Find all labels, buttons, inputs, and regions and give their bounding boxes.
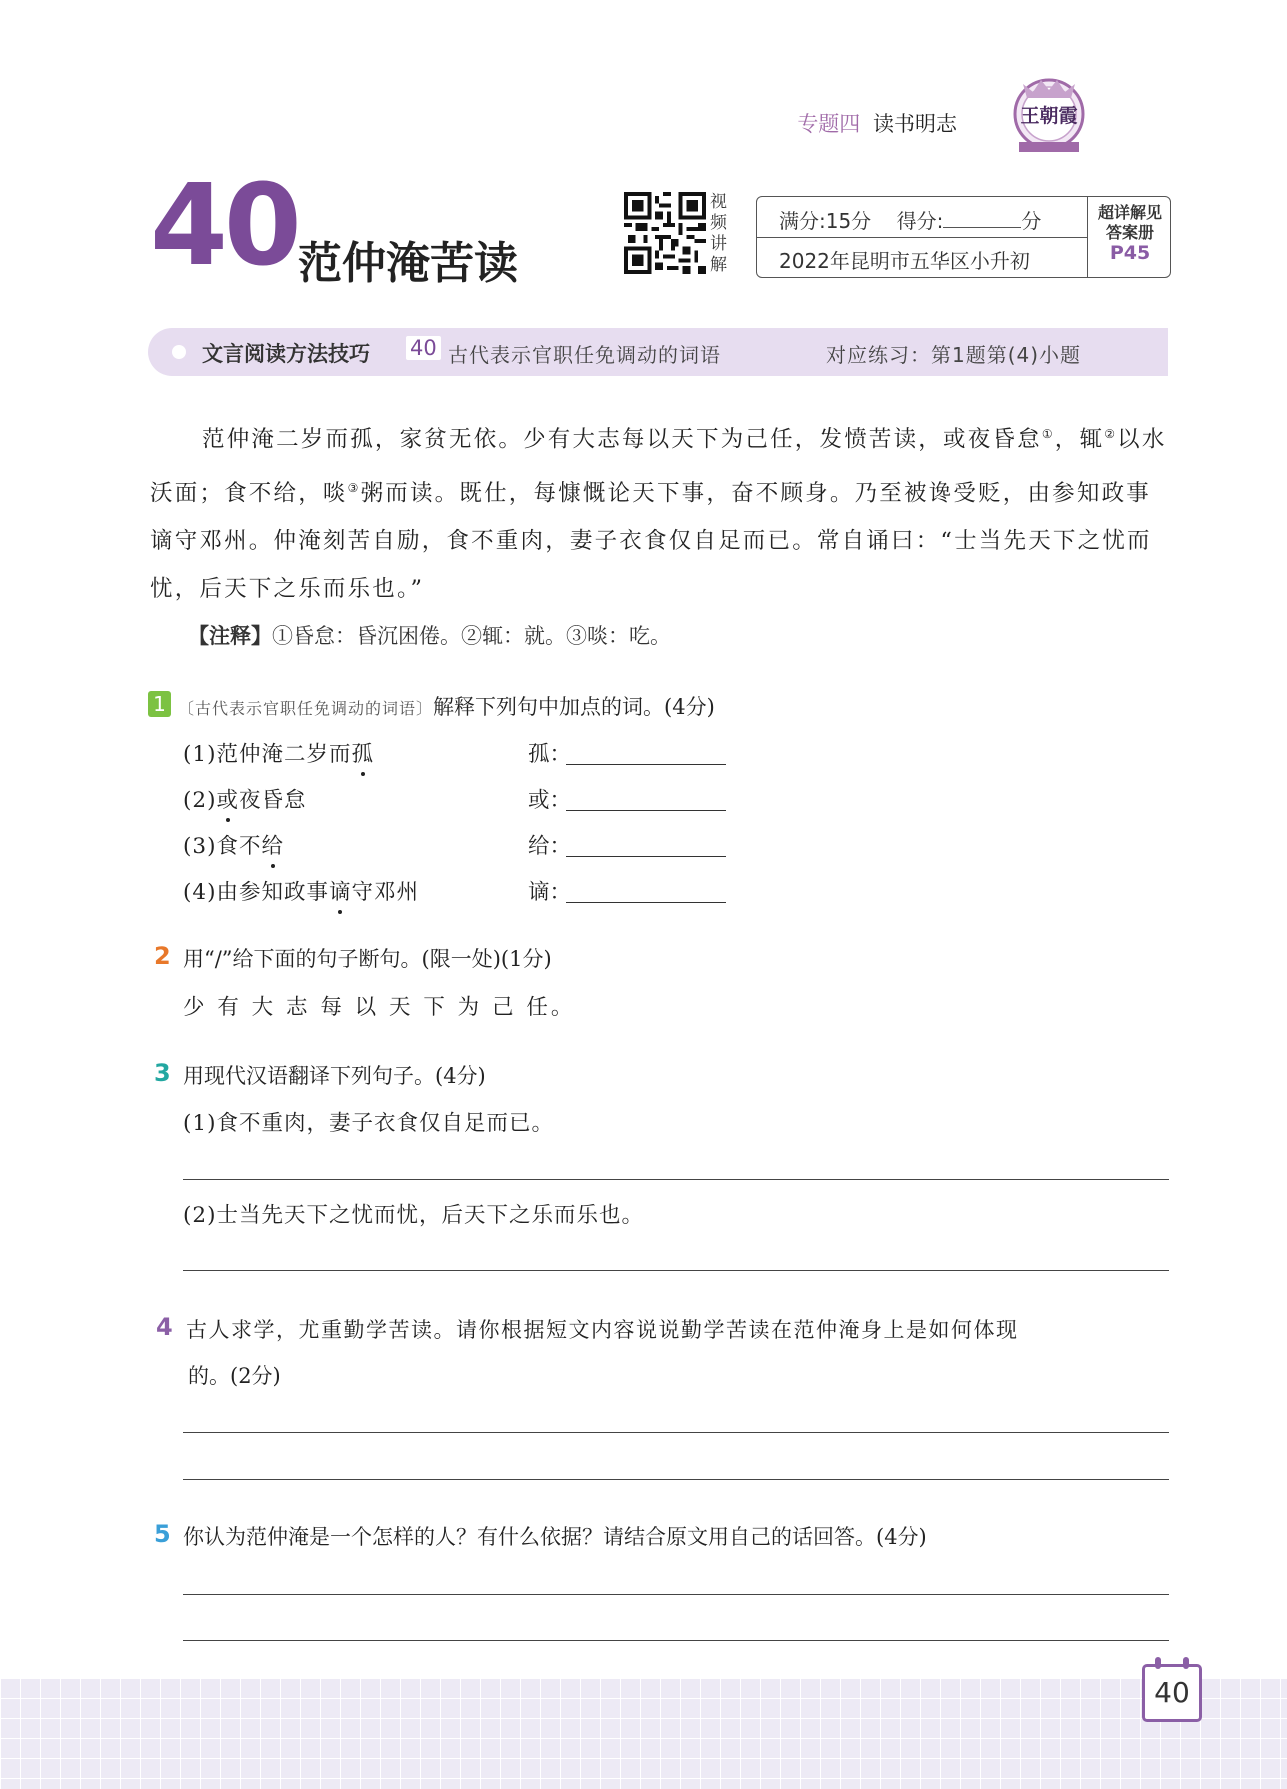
score-box [756, 196, 1171, 278]
q1-tag: 〔古代表示官职任免调动的词语〕 [178, 699, 434, 718]
method-topic: 古代表示官职任免调动的词语 [448, 343, 721, 367]
q3-sub2: (2)士当先天下之忧而忧，后天下之乐而乐也。 [183, 1203, 644, 1228]
q4-number: 4 [156, 1313, 173, 1341]
q5-answer-line-1[interactable] [183, 1594, 1169, 1595]
q1-item-1: (1)范仲淹二岁而孤 [183, 742, 374, 767]
q1-answer-1[interactable] [566, 764, 726, 765]
exam-source: 2022年昆明市五华区小升初 [779, 249, 1030, 273]
topic-header [797, 108, 957, 138]
svg-text:王朝霞: 王朝霞 [1020, 105, 1078, 127]
q2-text: 用“/”给下面的句子断句。(限一处)(1分) [183, 947, 552, 971]
answer-ref [1092, 203, 1168, 263]
q1-number: 1 [148, 691, 171, 717]
publisher-seal-logo [1011, 74, 1087, 158]
method-bar [148, 328, 1168, 376]
passage-line3: 知政事谪守邓州。仲淹刻苦自励，食不重肉，妻子衣食仅自足而已。常自诵曰：“士当先 [150, 480, 1151, 554]
q3-text: 用现代汉语翻译下列句子。(4分) [183, 1064, 486, 1088]
q1-text: 解释下列句中加点的词。(4分) [433, 695, 715, 719]
footnote-2: ② [1104, 427, 1118, 441]
q1-answer-3[interactable] [566, 856, 726, 857]
q1-label-3: 给： [528, 834, 572, 859]
note-text: ①昏怠：昏沉困倦。②辄：就。③啖：吃。 [272, 624, 671, 648]
bullet-icon [172, 345, 186, 359]
passage-line2a: 以水沃面；食不给，啖 [150, 426, 1167, 506]
score-blank[interactable] [943, 209, 1021, 228]
footer-grid-decoration [0, 1678, 1287, 1789]
score-unit: 分 [1021, 209, 1042, 233]
method-number: 40 [406, 336, 441, 360]
footnote-3: ③ [347, 480, 361, 495]
note-label: 【注释】 [188, 624, 272, 648]
emphasis-dot: 谪 [328, 880, 352, 905]
full-score: 满分:15分 [779, 209, 872, 233]
calendar-ring-icon [1155, 1657, 1161, 1669]
score-label: 得分: [896, 209, 944, 233]
qr-label: 视频讲解 [710, 192, 727, 275]
passage-line4: 天下之忧而忧，后天下之乐而乐也。” [150, 528, 1152, 602]
passage-line1b: ，辄 [1054, 426, 1105, 453]
q1-item-3: (3)食不给 [183, 834, 284, 859]
q5-answer-line-2[interactable] [183, 1640, 1169, 1641]
passage-line1: 范仲淹二岁而孤，家贫无依。少有大志每以天下为己任，发愤苦读，或夜昏怠 [202, 426, 1042, 453]
method-practice: 对应练习：第1题第(4)小题 [826, 343, 1082, 367]
q3-answer-line-2[interactable] [183, 1270, 1169, 1271]
topic-title: 读书明志 [873, 112, 957, 136]
q5-number: 5 [154, 1520, 171, 1548]
q1-answer-2[interactable] [566, 810, 726, 811]
page-number [1142, 1664, 1202, 1722]
qr-code-icon[interactable] [624, 192, 706, 274]
q2-number: 2 [154, 942, 171, 970]
calendar-ring-icon [1183, 1657, 1189, 1669]
emphasis-dot: 孤 [351, 742, 374, 767]
page-number-text: 40 [1154, 1676, 1190, 1709]
q1-label-2: 或： [528, 788, 572, 813]
q1-prompt [178, 691, 715, 721]
q4-answer-line-2[interactable] [183, 1479, 1169, 1480]
q5-text: 你认为范仲淹是一个怎样的人？有什么依据？请结合原文用自己的话回答。(4分) [183, 1525, 927, 1549]
q2-sentence[interactable]: 少 有 大 志 每 以 天 下 为 己 任。 [183, 995, 576, 1020]
lesson-number: 40 [150, 161, 298, 291]
method-title: 文言阅读方法技巧 [202, 342, 370, 366]
q3-answer-line-1[interactable] [183, 1179, 1169, 1180]
annotation-note [188, 620, 671, 650]
q4-line2: 的。(2分) [188, 1364, 281, 1388]
answer-ref-line1: 超详解见 [1097, 203, 1162, 222]
q3-number: 3 [154, 1059, 171, 1087]
passage-line2b: 粥而读。既仕，每慷慨论天下事，奋不顾身。乃至被谗受贬，由参 [360, 480, 1077, 506]
q1-answer-4[interactable] [566, 902, 726, 903]
q4-line1: 古人求学，尤重勤学苦读。请你根据短文内容说说勤学苦读在范仲淹身上是如何体现 [186, 1318, 1019, 1342]
q1-label-1: 孤： [528, 742, 572, 767]
lesson-title: 范仲淹苦读 [298, 238, 518, 289]
q1-label-4: 谪： [528, 880, 572, 905]
q4-answer-line-1[interactable] [183, 1432, 1169, 1433]
footnote-1: ① [1041, 427, 1055, 441]
q3-sub1: (1)食不重肉，妻子衣食仅自足而已。 [183, 1111, 554, 1136]
score-row [779, 205, 1041, 234]
emphasis-dot: 或 [216, 788, 239, 813]
q1-item-2: (2)或夜昏怠 [183, 788, 307, 813]
answer-ref-line2: 答案册 [1105, 223, 1154, 242]
answer-ref-page: P45 [1109, 242, 1151, 264]
q1-item-4: (4)由参知政事谪守邓州 [183, 880, 419, 905]
passage [150, 410, 1170, 613]
topic-label: 专题四 [797, 112, 861, 136]
emphasis-dot: 给 [261, 834, 284, 859]
